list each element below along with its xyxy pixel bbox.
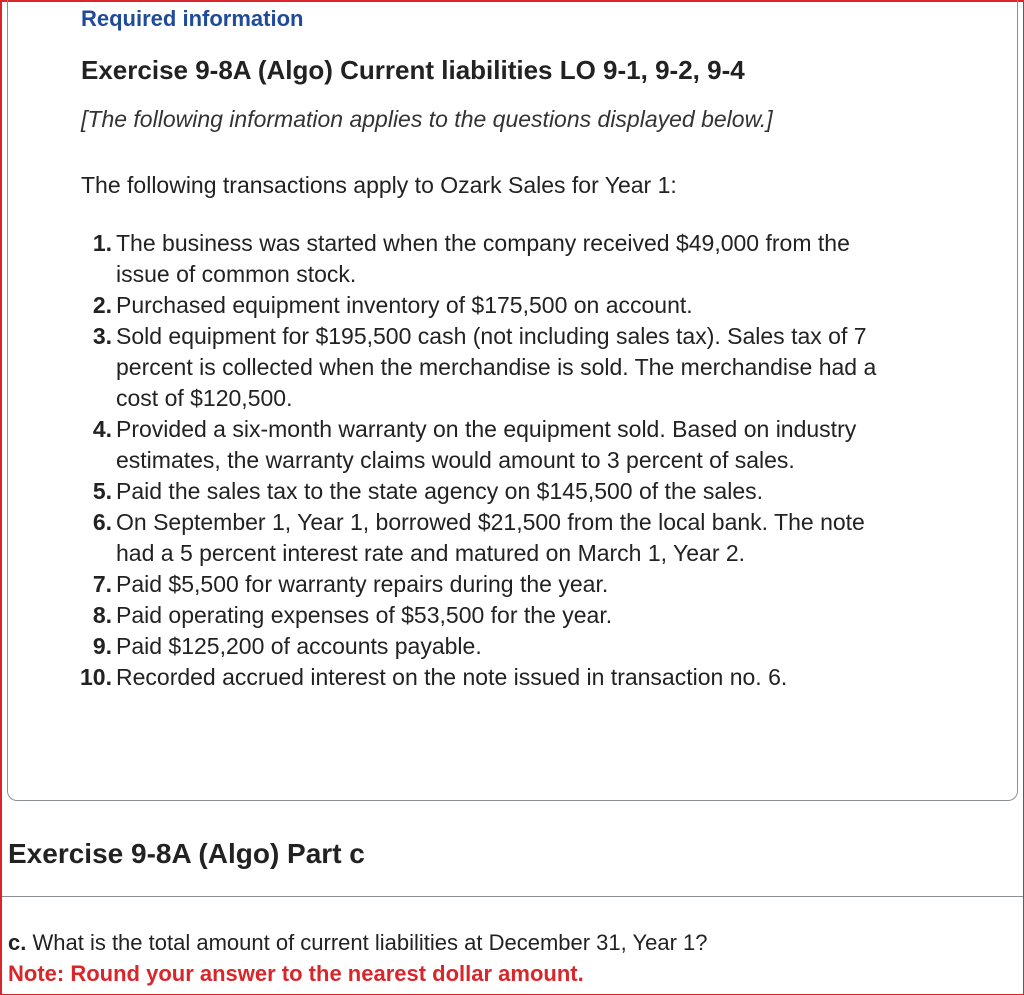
transaction-text: The business was started when the company received $49,000 from the issue of common stock. <box>116 230 850 287</box>
transaction-item <box>0 569 900 600</box>
transaction-number: 2. <box>92 292 112 318</box>
transaction-item <box>0 631 900 662</box>
question-letter: c. <box>8 930 27 955</box>
intro-text: The following transactions apply to Ozark Sales for Year 1: <box>81 172 677 198</box>
transaction-text: Sold equipment for $195,500 cash (not including sales tax). Sales tax of 7 percent is collected when the merchandise is sold. The merchandise had a cost of $120,500. <box>116 323 877 411</box>
transaction-item <box>0 507 900 569</box>
transaction-number: 6. <box>92 509 112 535</box>
transaction-text: Purchased equipment inventory of $175,500 on account. <box>116 292 693 318</box>
transaction-item <box>0 476 900 507</box>
transaction-number: 4. <box>92 416 112 442</box>
applies-note: [The following information applies to the questions displayed below.] <box>81 106 773 132</box>
transaction-text: Provided a six-month warranty on the equipment sold. Based on industry estimates, the warranty claims would amount to 3 percent of sales. <box>116 416 857 473</box>
transaction-item <box>0 290 900 321</box>
transaction-item <box>0 414 900 476</box>
question-text: What is the total amount of current liabilities at December 31, Year 1? <box>32 930 708 955</box>
transaction-text: Paid operating expenses of $53,500 for the year. <box>116 602 613 628</box>
transaction-text: On September 1, Year 1, borrowed $21,500 from the local bank. The note had a 5 percent interest rate and matured on March 1, Year 2. <box>116 509 865 566</box>
transaction-number: 1. <box>92 230 112 256</box>
transaction-number: 10. <box>80 664 112 690</box>
exercise-title: Exercise 9-8A (Algo) Current liabilities LO 9-1, 9-2, 9-4 <box>81 55 745 85</box>
transaction-text: Paid $5,500 for warranty repairs during the year. <box>116 571 609 597</box>
transaction-list <box>0 228 900 693</box>
transaction-text: Paid $125,200 of accounts payable. <box>116 633 482 659</box>
transaction-number: 7. <box>92 571 112 597</box>
section-divider <box>2 896 1023 897</box>
transaction-number: 8. <box>92 602 112 628</box>
transaction-number: 9. <box>92 633 112 659</box>
transaction-item <box>0 321 900 414</box>
part-title: Exercise 9-8A (Algo) Part c <box>8 838 365 869</box>
transaction-item <box>0 600 900 631</box>
transaction-item <box>0 228 900 290</box>
transaction-item <box>0 662 900 693</box>
required-information-label: Required information <box>81 6 304 31</box>
transaction-text: Paid the sales tax to the state agency on $145,500 of the sales. <box>116 478 763 504</box>
rounding-note: Note: Round your answer to the nearest dollar amount. <box>8 961 584 986</box>
transaction-number: 5. <box>92 478 112 504</box>
transaction-text: Recorded accrued interest on the note issued in transaction no. 6. <box>116 664 788 690</box>
question <box>8 930 708 956</box>
transaction-number: 3. <box>92 323 112 349</box>
